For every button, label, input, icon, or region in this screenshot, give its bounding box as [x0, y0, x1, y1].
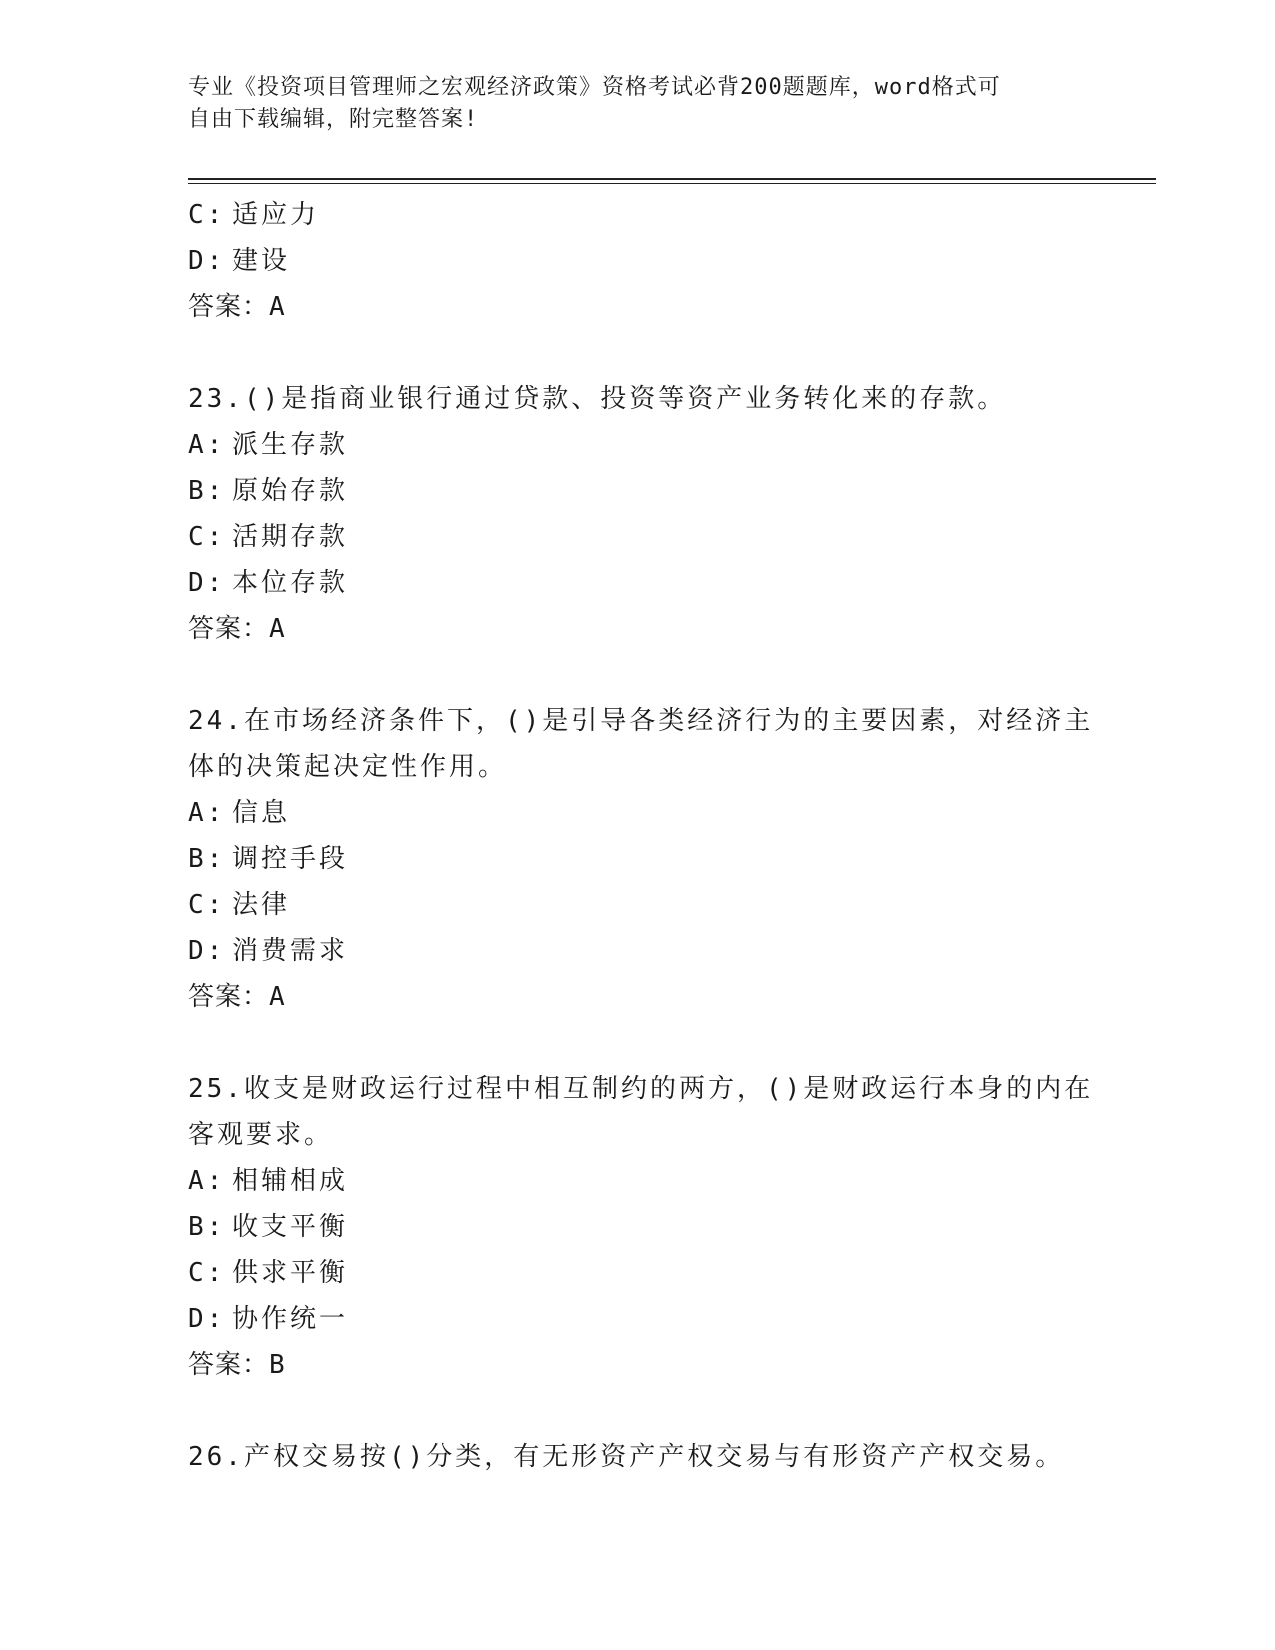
option-line: [188, 836, 1088, 882]
option-text: 派生存款: [232, 430, 349, 460]
question-spacer: [188, 1020, 1088, 1066]
header-line-1: 专业《投资项目管理师之宏观经济政策》资格考试必背200题题库，word格式可: [188, 75, 1001, 100]
option-text: 消费需求: [232, 936, 349, 966]
question-spacer: [188, 330, 1088, 376]
question-stem-continued: 客观要求。: [188, 1120, 334, 1150]
question-24: [188, 698, 1094, 1020]
option-prefix: D:: [188, 1304, 226, 1334]
option-text: 适应力: [232, 200, 320, 230]
option-text: 收支平衡: [232, 1212, 349, 1242]
option-line: [188, 882, 1088, 928]
option-text: 相辅相成: [232, 1166, 349, 1196]
option-prefix: C:: [188, 200, 226, 230]
option-prefix: B:: [188, 1212, 226, 1242]
question-stem: 24.在市场经济条件下，()是引导各类经济行为的主要因素，对经济主: [188, 706, 1094, 736]
option-line: [188, 1250, 1088, 1296]
option-text: 协作统一: [232, 1304, 349, 1334]
option-text: 调控手段: [232, 844, 349, 874]
question-23: [188, 376, 1088, 652]
answer-value: A: [269, 614, 286, 644]
option-prefix: A:: [188, 798, 226, 828]
question-stem: 25.收支是财政运行过程中相互制约的两方，()是财政运行本身的内在: [188, 1074, 1094, 1104]
answer-label: 答案：: [188, 614, 270, 644]
option-text: 本位存款: [232, 568, 349, 598]
option-prefix: B:: [188, 476, 226, 506]
question-spacer: [188, 652, 1088, 698]
option-text: 法律: [232, 890, 291, 920]
option-prefix: A:: [188, 430, 226, 460]
question-spacer: [188, 1388, 1088, 1434]
answer-label: 答案：: [188, 292, 270, 322]
option-line: [188, 928, 1088, 974]
option-prefix: D:: [188, 936, 226, 966]
question-list: [188, 192, 1094, 1480]
header-divider-thick: [188, 178, 1156, 180]
option-line: [188, 238, 1088, 284]
option-text: 活期存款: [232, 522, 349, 552]
option-prefix: A:: [188, 1166, 226, 1196]
answer-value: A: [269, 292, 286, 322]
option-line: [188, 560, 1088, 606]
header-line-2: 自由下载编辑，附完整答案!: [188, 107, 479, 132]
question-25: [188, 1066, 1094, 1388]
answer-line: [188, 606, 1088, 652]
option-text: 原始存款: [232, 476, 349, 506]
answer-line: [188, 974, 1088, 1020]
option-prefix: C:: [188, 890, 226, 920]
question-continuation: [188, 192, 1088, 330]
option-line: [188, 1296, 1088, 1342]
option-line: [188, 1204, 1088, 1250]
answer-label: 答案：: [188, 982, 270, 1012]
option-prefix: D:: [188, 568, 226, 598]
question-stem: 23.()是指商业银行通过贷款、投资等资产业务转化来的存款。: [188, 384, 1007, 414]
answer-line: [188, 1342, 1088, 1388]
option-prefix: D:: [188, 246, 226, 276]
option-prefix: C:: [188, 522, 226, 552]
option-text: 建设: [232, 246, 291, 276]
option-line: [188, 790, 1088, 836]
option-prefix: B:: [188, 844, 226, 874]
option-line: [188, 468, 1088, 514]
option-line: [188, 514, 1088, 560]
question-26: [188, 1434, 1088, 1480]
answer-value: A: [269, 982, 286, 1012]
header-divider-thin: [188, 183, 1156, 184]
option-text: 信息: [232, 798, 291, 828]
answer-label: 答案：: [188, 1350, 270, 1380]
option-line: [188, 192, 1088, 238]
answer-line: [188, 284, 1088, 330]
question-stem-continued: 体的决策起决定性作用。: [188, 752, 508, 782]
question-stem: 26.产权交易按()分类，有无形资产产权交易与有形资产产权交易。: [188, 1442, 1065, 1472]
option-text: 供求平衡: [232, 1258, 349, 1288]
option-prefix: C:: [188, 1258, 226, 1288]
document-header: [188, 72, 1068, 136]
option-line: [188, 1158, 1088, 1204]
option-line: [188, 422, 1088, 468]
answer-value: B: [269, 1350, 286, 1380]
